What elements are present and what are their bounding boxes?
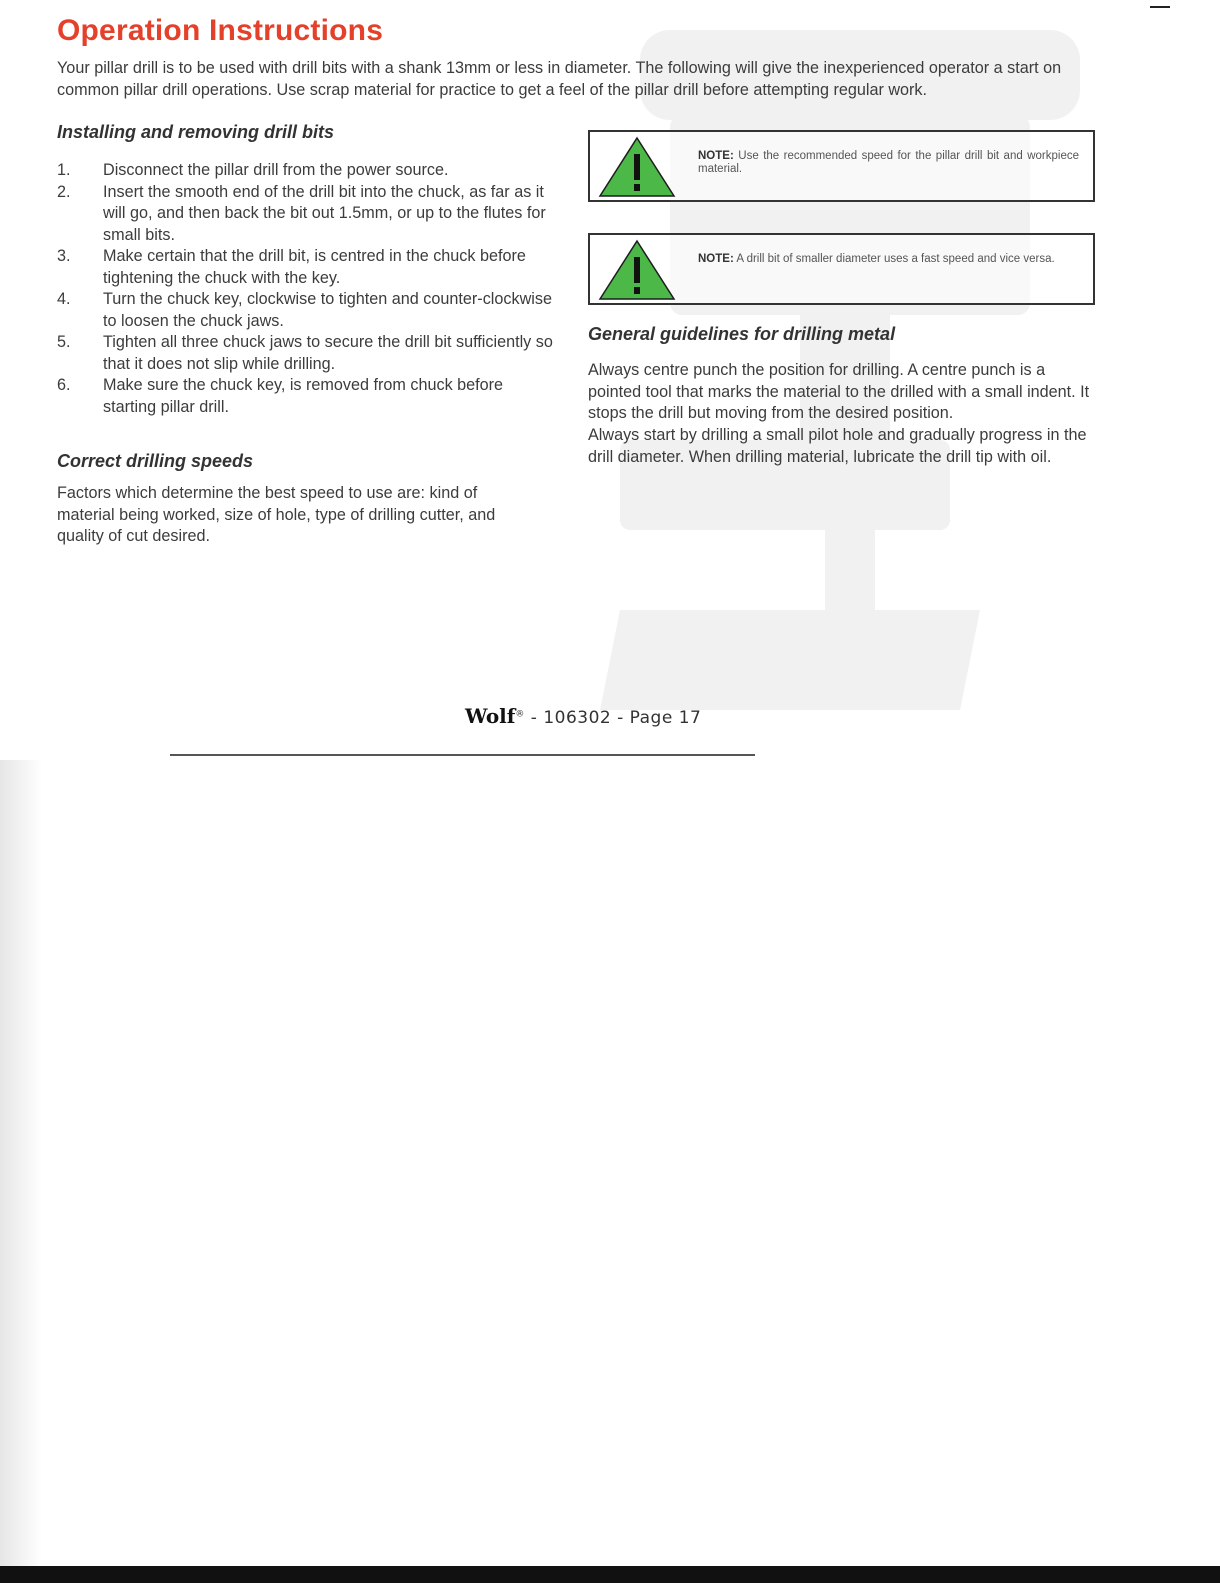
- note-box: [588, 233, 1095, 305]
- list-item: 2. Insert the smooth end of the drill bit into the chuck, as far as it will go, and then back the bit out 1.5mm, or up to the flutes for small bits.: [57, 182, 546, 244]
- warning-triangle-icon: [598, 239, 676, 301]
- list-item: 4. Turn the chuck key, clockwise to tighten and counter-clockwise to loosen the chuck jaws.: [57, 290, 552, 330]
- list-item: 6. Make sure the chuck key, is removed from chuck before starting pillar drill.: [57, 376, 504, 416]
- warning-triangle-icon: [598, 136, 676, 198]
- page-footer: Wolf® - 106302 - Page 17: [465, 704, 702, 728]
- installing-heading: Installing and removing drill bits: [57, 122, 335, 142]
- scan-mark: [1150, 6, 1170, 8]
- list-item: 3. Make certain that the drill bit, is centred in the chuck before tightening the chuck with the key.: [57, 247, 526, 287]
- intro-paragraph: Your pillar drill is to be used with drill bits with a shank 13mm or less in diameter. The following will give the inexperienced operator a start on common pillar drill operations. Use scrap material for practice to get a feel of the pillar drill before attempting regular work.: [57, 59, 1062, 99]
- scan-edge-shadow: [0, 760, 42, 1570]
- guidelines-paragraph: Always centre punch the position for drilling. A centre punch is a pointed tool that marks the material to the drilled with a small indent. It stops the drill but moving from the desired position.: [588, 361, 1090, 422]
- page-title: Operation Instructions: [57, 14, 384, 47]
- page-number: - 106302 - Page 17: [524, 708, 702, 728]
- list-item: 5. Tighten all three chuck jaws to secure the drill bit sufficiently so that it does not slip while drilling.: [57, 333, 553, 373]
- note-text: NOTE: Use the recommended speed for the pillar drill bit and workpiece material.: [698, 150, 1079, 175]
- footer-divider: [170, 754, 755, 756]
- scan-bottom-edge: [0, 1566, 1220, 1583]
- guidelines-paragraph: Always start by drilling a small pilot hole and gradually progress in the drill diameter. When drilling material, lubricate the drill tip with oil.: [588, 426, 1087, 466]
- speeds-paragraph: Factors which determine the best speed to use are: kind of material being worked, size of hole, type of drilling cutter, and quality of cut desired.: [57, 484, 496, 545]
- guidelines-heading: General guidelines for drilling metal: [588, 324, 896, 344]
- note-box: [588, 130, 1095, 202]
- note-text: NOTE: A drill bit of smaller diameter uses a fast speed and vice versa.: [698, 253, 1055, 265]
- installing-steps-list: [57, 160, 557, 418]
- page: [0, 0, 1150, 760]
- speeds-heading: Correct drilling speeds: [57, 451, 254, 471]
- brand-logo: Wolf: [465, 704, 516, 728]
- list-item: 1. Disconnect the pillar drill from the power source.: [57, 161, 449, 179]
